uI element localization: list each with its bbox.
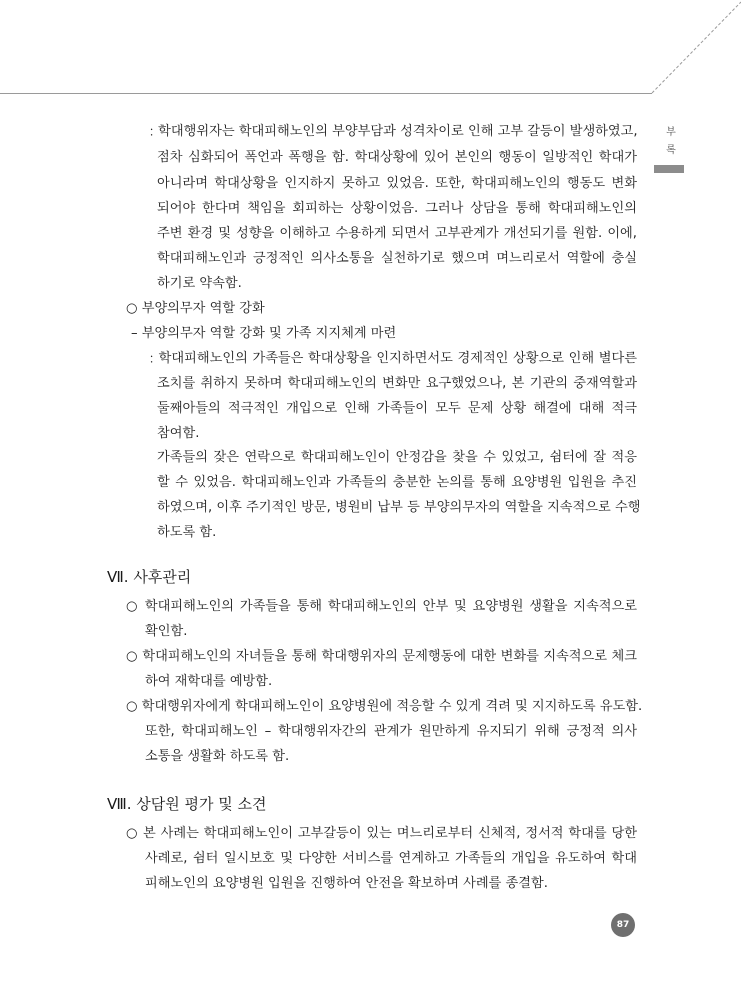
text-line: 소통을 생활화 하도록 함. [145, 749, 290, 764]
section-heading-7: Ⅶ. 사후관리 [107, 568, 192, 586]
text-line: 할 수 있었음. 학대피해노인과 가족들의 충분한 논의를 통해 요양병원 입원을 추진 [157, 475, 637, 490]
page-corner-decoration [0, 0, 741, 104]
text-line: 하도록 함. [157, 525, 217, 540]
text-line: 사례로, 쉼터 일시보호 및 다양한 서비스를 연계하고 가족들의 개입을 유도하여 학대 [145, 851, 637, 866]
header-rule [0, 93, 652, 94]
text-line: 주변 환경 및 성향을 이해하고 수용하게 되면서 고부관계가 개선되기를 원함. 이에, [157, 226, 637, 241]
bullet-item: ○ 학대피해노인의 자녀들을 통해 학대행위자의 문제행동에 대한 변화를 지속적으로 체크 [126, 649, 637, 664]
side-tab-label-1: 부 [666, 127, 676, 138]
side-tab-label-2: 록 [666, 145, 676, 156]
bullet-item: ○ 본 사례는 학대피해노인이 고부갈등이 있는 며느리로부터 신체적, 정서적 학대를 당한 [126, 826, 637, 841]
text-line: 참여함. [157, 426, 200, 441]
appendix-side-tab [660, 124, 682, 160]
sub-heading: – 부양의무자 역할 강화 및 가족 지지체계 마련 [131, 326, 397, 341]
text-line: 점차 심화되어 폭언과 폭행을 함. 학대상황에 있어 본인의 행동이 일방적인 학대가 [157, 150, 637, 165]
text-line: 피해노인의 요양병원 입원을 진행하여 안전을 확보하며 사례를 종결함. [145, 876, 548, 891]
bullet-item: ○ 학대행위자에게 학대피해노인이 요양병원에 적응할 수 있게 격려 및 지지하도록 유도함. [126, 699, 643, 714]
text-line: ﹕학대행위자는 학대피해노인의 부양부담과 성격차이로 인해 고부 갈등이 발생하였고, [145, 124, 638, 139]
text-line: 아니라며 학대상황을 인지하지 못하고 있었음. 또한, 학대피해노인의 행동도 변화 [157, 176, 637, 191]
text-line: 또한, 학대피해노인 – 학대행위자간의 관계가 원만하게 유지되기 위해 긍정적 의사 [145, 724, 637, 739]
text-line: ﹕학대피해노인의 가족들은 학대상황을 인지하면서도 경제적인 상황으로 인해 별다른 [145, 351, 637, 366]
bullet-heading: ○ 부양의무자 역할 강화 [126, 301, 265, 316]
text-line: 가족들의 잦은 연락으로 학대피해노인이 안정감을 찾을 수 있었고, 쉼터에 잘 적응 [157, 450, 637, 465]
side-tab-bar [654, 165, 684, 173]
text-line: 둘째아들의 적극적인 개입으로 인해 가족들이 모두 문제 상황 해결에 대해 적극 [157, 401, 637, 416]
bullet-item: ○ 학대피해노인의 가족들을 통해 학대피해노인의 안부 및 요양병원 생활을 지속적으로 [126, 599, 637, 614]
section-heading-8: Ⅷ. 상담원 평가 및 소견 [107, 795, 267, 813]
text-line: 조치를 취하지 못하며 학대피해노인의 변화만 요구했었으나, 본 기관의 중재역할과 [157, 376, 637, 391]
page-number-badge: 87 [611, 913, 635, 937]
text-line: 확인함. [145, 624, 188, 639]
text-line: 학대피해노인과 긍정적인 의사소통을 실천하기로 했으며 며느리로서 역할에 충실 [157, 251, 637, 266]
text-line: 하여 재학대를 예방함. [145, 674, 273, 689]
text-line: 되어야 한다며 책임을 회피하는 상황이었음. 그러나 상담을 통해 학대피해노인의 [157, 201, 637, 216]
text-line: 하였으며, 이후 주기적인 방문, 병원비 납부 등 부양의무자의 역할을 지속적으로 수행 [157, 500, 641, 515]
text-line: 하기로 약속함. [157, 276, 242, 291]
